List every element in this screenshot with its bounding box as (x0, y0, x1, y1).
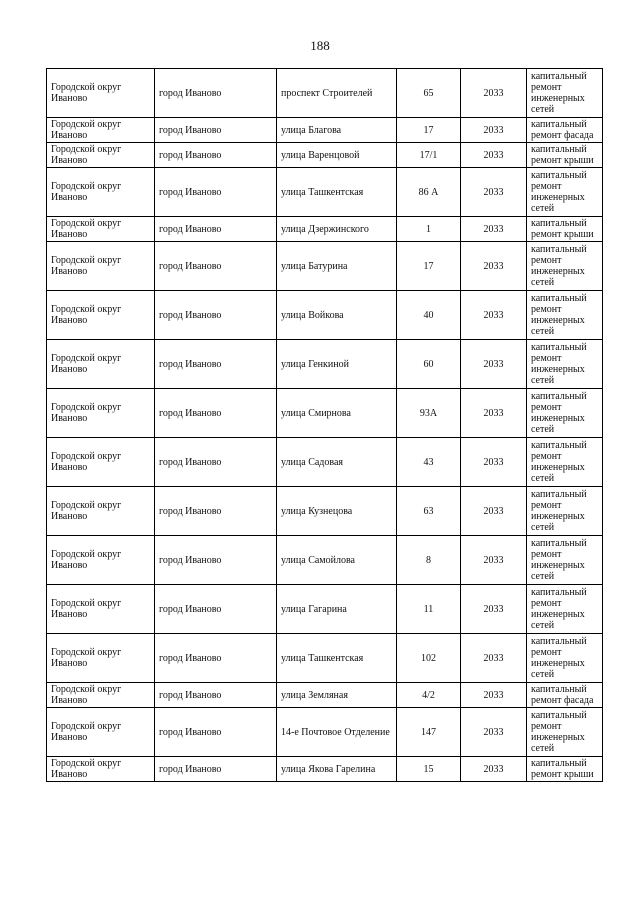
street-cell: 14-е Почтовое Отделение (277, 708, 397, 757)
municipality-cell: Городской округ Иваново (47, 340, 155, 389)
year-cell: 2033 (461, 118, 527, 143)
work-type-cell: капитальный ремонт фасада (527, 118, 603, 143)
table-row (47, 487, 603, 536)
municipality-cell: Городской округ Иваново (47, 291, 155, 340)
street-cell: улица Благова (277, 118, 397, 143)
municipality-cell: Городской округ Иваново (47, 69, 155, 118)
year-cell: 2033 (461, 340, 527, 389)
table-row (47, 438, 603, 487)
table-row (47, 291, 603, 340)
house-number-cell: 63 (397, 487, 461, 536)
settlement-cell: город Иваново (155, 585, 277, 634)
work-type-cell: капитальный ремонт крыши (527, 143, 603, 168)
municipality-cell: Городской округ Иваново (47, 389, 155, 438)
municipality-cell: Городской округ Иваново (47, 118, 155, 143)
street-cell: улица Кузнецова (277, 487, 397, 536)
street-cell: улица Дзержинского (277, 217, 397, 242)
settlement-cell: город Иваново (155, 143, 277, 168)
table-row (47, 389, 603, 438)
work-type-cell: капитальный ремонт крыши (527, 757, 603, 782)
year-cell: 2033 (461, 634, 527, 683)
table-body (47, 69, 603, 782)
table-row (47, 683, 603, 708)
year-cell: 2033 (461, 168, 527, 217)
work-type-cell: капитальный ремонт инженерных сетей (527, 242, 603, 291)
street-cell: улица Генкиной (277, 340, 397, 389)
table-row (47, 634, 603, 683)
page-number: 188 (310, 38, 330, 53)
street-cell: улица Садовая (277, 438, 397, 487)
house-number-cell: 17/1 (397, 143, 461, 168)
house-number-cell: 65 (397, 69, 461, 118)
municipality-cell: Городской округ Иваново (47, 757, 155, 782)
settlement-cell: город Иваново (155, 69, 277, 118)
street-cell: улица Якова Гарелина (277, 757, 397, 782)
table-row (47, 242, 603, 291)
house-number-cell: 40 (397, 291, 461, 340)
year-cell: 2033 (461, 708, 527, 757)
table-row (47, 143, 603, 168)
repair-schedule-table (46, 68, 603, 782)
municipality-cell: Городской округ Иваново (47, 168, 155, 217)
year-cell: 2033 (461, 536, 527, 585)
settlement-cell: город Иваново (155, 168, 277, 217)
table-row (47, 118, 603, 143)
year-cell: 2033 (461, 757, 527, 782)
house-number-cell: 15 (397, 757, 461, 782)
municipality-cell: Городской округ Иваново (47, 634, 155, 683)
year-cell: 2033 (461, 69, 527, 118)
street-cell: проспект Строителей (277, 69, 397, 118)
house-number-cell: 93А (397, 389, 461, 438)
house-number-cell: 8 (397, 536, 461, 585)
settlement-cell: город Иваново (155, 340, 277, 389)
work-type-cell: капитальный ремонт фасада (527, 683, 603, 708)
street-cell: улица Смирнова (277, 389, 397, 438)
settlement-cell: город Иваново (155, 438, 277, 487)
work-type-cell: капитальный ремонт инженерных сетей (527, 438, 603, 487)
settlement-cell: город Иваново (155, 118, 277, 143)
settlement-cell: город Иваново (155, 683, 277, 708)
municipality-cell: Городской округ Иваново (47, 683, 155, 708)
house-number-cell: 1 (397, 217, 461, 242)
work-type-cell: капитальный ремонт инженерных сетей (527, 340, 603, 389)
settlement-cell: город Иваново (155, 487, 277, 536)
house-number-cell: 17 (397, 242, 461, 291)
street-cell: улица Батурина (277, 242, 397, 291)
municipality-cell: Городской округ Иваново (47, 536, 155, 585)
settlement-cell: город Иваново (155, 634, 277, 683)
year-cell: 2033 (461, 389, 527, 438)
table-row (47, 340, 603, 389)
year-cell: 2033 (461, 683, 527, 708)
table-row (47, 69, 603, 118)
house-number-cell: 86 А (397, 168, 461, 217)
work-type-cell: капитальный ремонт инженерных сетей (527, 708, 603, 757)
table-row (47, 168, 603, 217)
settlement-cell: город Иваново (155, 389, 277, 438)
year-cell: 2033 (461, 487, 527, 536)
street-cell: улица Гагарина (277, 585, 397, 634)
work-type-cell: капитальный ремонт инженерных сетей (527, 389, 603, 438)
municipality-cell: Городской округ Иваново (47, 217, 155, 242)
house-number-cell: 43 (397, 438, 461, 487)
table-row (47, 585, 603, 634)
house-number-cell: 102 (397, 634, 461, 683)
year-cell: 2033 (461, 291, 527, 340)
table-row (47, 757, 603, 782)
street-cell: улица Ташкентская (277, 634, 397, 683)
settlement-cell: город Иваново (155, 536, 277, 585)
settlement-cell: город Иваново (155, 242, 277, 291)
work-type-cell: капитальный ремонт инженерных сетей (527, 291, 603, 340)
work-type-cell: капитальный ремонт инженерных сетей (527, 536, 603, 585)
house-number-cell: 147 (397, 708, 461, 757)
house-number-cell: 11 (397, 585, 461, 634)
municipality-cell: Городской округ Иваново (47, 438, 155, 487)
work-type-cell: капитальный ремонт крыши (527, 217, 603, 242)
table-row (47, 217, 603, 242)
municipality-cell: Городской округ Иваново (47, 708, 155, 757)
municipality-cell: Городской округ Иваново (47, 242, 155, 291)
year-cell: 2033 (461, 585, 527, 634)
house-number-cell: 4/2 (397, 683, 461, 708)
settlement-cell: город Иваново (155, 708, 277, 757)
municipality-cell: Городской округ Иваново (47, 585, 155, 634)
work-type-cell: капитальный ремонт инженерных сетей (527, 634, 603, 683)
work-type-cell: капитальный ремонт инженерных сетей (527, 69, 603, 118)
table-row (47, 708, 603, 757)
settlement-cell: город Иваново (155, 291, 277, 340)
street-cell: улица Земляная (277, 683, 397, 708)
municipality-cell: Городской округ Иваново (47, 487, 155, 536)
house-number-cell: 17 (397, 118, 461, 143)
municipality-cell: Городской округ Иваново (47, 143, 155, 168)
year-cell: 2033 (461, 143, 527, 168)
street-cell: улица Войкова (277, 291, 397, 340)
year-cell: 2033 (461, 242, 527, 291)
house-number-cell: 60 (397, 340, 461, 389)
table-row (47, 536, 603, 585)
year-cell: 2033 (461, 438, 527, 487)
work-type-cell: капитальный ремонт инженерных сетей (527, 487, 603, 536)
street-cell: улица Варенцовой (277, 143, 397, 168)
settlement-cell: город Иваново (155, 217, 277, 242)
street-cell: улица Ташкентская (277, 168, 397, 217)
settlement-cell: город Иваново (155, 757, 277, 782)
year-cell: 2033 (461, 217, 527, 242)
street-cell: улица Самойлова (277, 536, 397, 585)
work-type-cell: капитальный ремонт инженерных сетей (527, 585, 603, 634)
work-type-cell: капитальный ремонт инженерных сетей (527, 168, 603, 217)
